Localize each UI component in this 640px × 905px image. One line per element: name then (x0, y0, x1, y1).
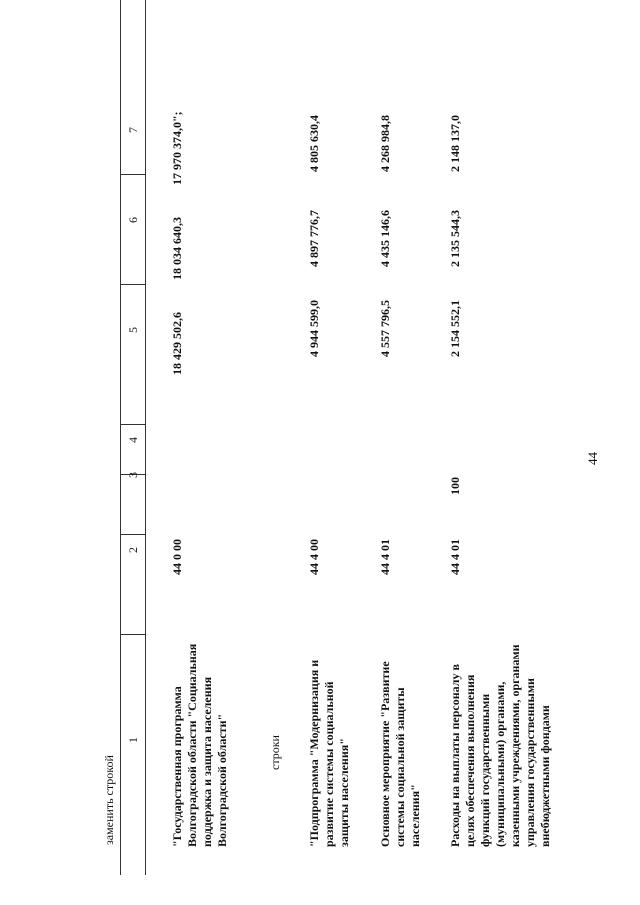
row-1-col5: 18 429 502,6 (170, 312, 184, 375)
row-2-col6: 4 897 776,7 (307, 210, 321, 267)
row-4-col6: 2 135 544,3 (448, 210, 462, 267)
row-2-col7: 4 805 630,4 (307, 115, 321, 172)
page-number: 44 (585, 452, 600, 465)
col-divider-5 (120, 284, 145, 285)
replace-caption: заменить строкой (102, 755, 116, 845)
row-3-col5: 4 557 796,5 (378, 300, 392, 357)
header-col-5: 5 (126, 327, 140, 333)
row-4-code: 44 4 01 (448, 539, 462, 575)
row-2-name: "Подпрограмма "Модернизация и развитие системы социальной защиты населения" (307, 659, 351, 847)
row-3-col7: 4 268 984,8 (378, 115, 392, 172)
row-3-code: 44 4 01 (378, 539, 392, 575)
row-4-col5: 2 154 552,1 (448, 300, 462, 357)
row-2-code: 44 4 00 (307, 539, 321, 575)
header-col-1: 1 (126, 737, 140, 743)
rows-label: строки (268, 735, 282, 770)
row-2-col5: 4 944 599,0 (307, 300, 321, 357)
row-3-col6: 4 435 146,6 (378, 210, 392, 267)
col-divider-6 (120, 174, 145, 175)
row-1-code: 44 0 00 (170, 539, 184, 575)
header-col-4: 4 (126, 437, 140, 443)
table-top-border (120, 0, 121, 875)
col-divider-1 (120, 634, 145, 635)
row-1-col6: 18 034 640,3 (170, 217, 184, 280)
header-col-3: 3 (126, 472, 140, 478)
row-4-col7: 2 148 137,0 (448, 115, 462, 172)
header-col-2: 2 (126, 547, 140, 553)
table-header-border (145, 0, 146, 875)
row-1-name: "Государственная программа Волгоградской области "Социальная поддержка и защита населения Волгоградской области" (170, 643, 229, 847)
row-3-name: Основное мероприятие "Развитие системы социальной защиты населения" (378, 661, 422, 847)
row-1-col7: 17 970 374,0"; (170, 111, 184, 185)
row-4-col3: 100 (448, 477, 462, 495)
row-4-name: Расходы на выплаты персоналу в целях обеспечения выполнения функций государственными (муниципальными) органами, казенными учреждениями, органами управления государственными внебюджетными фондами (448, 644, 552, 847)
header-col-6: 6 (126, 217, 140, 223)
header-col-7: 7 (126, 127, 140, 133)
